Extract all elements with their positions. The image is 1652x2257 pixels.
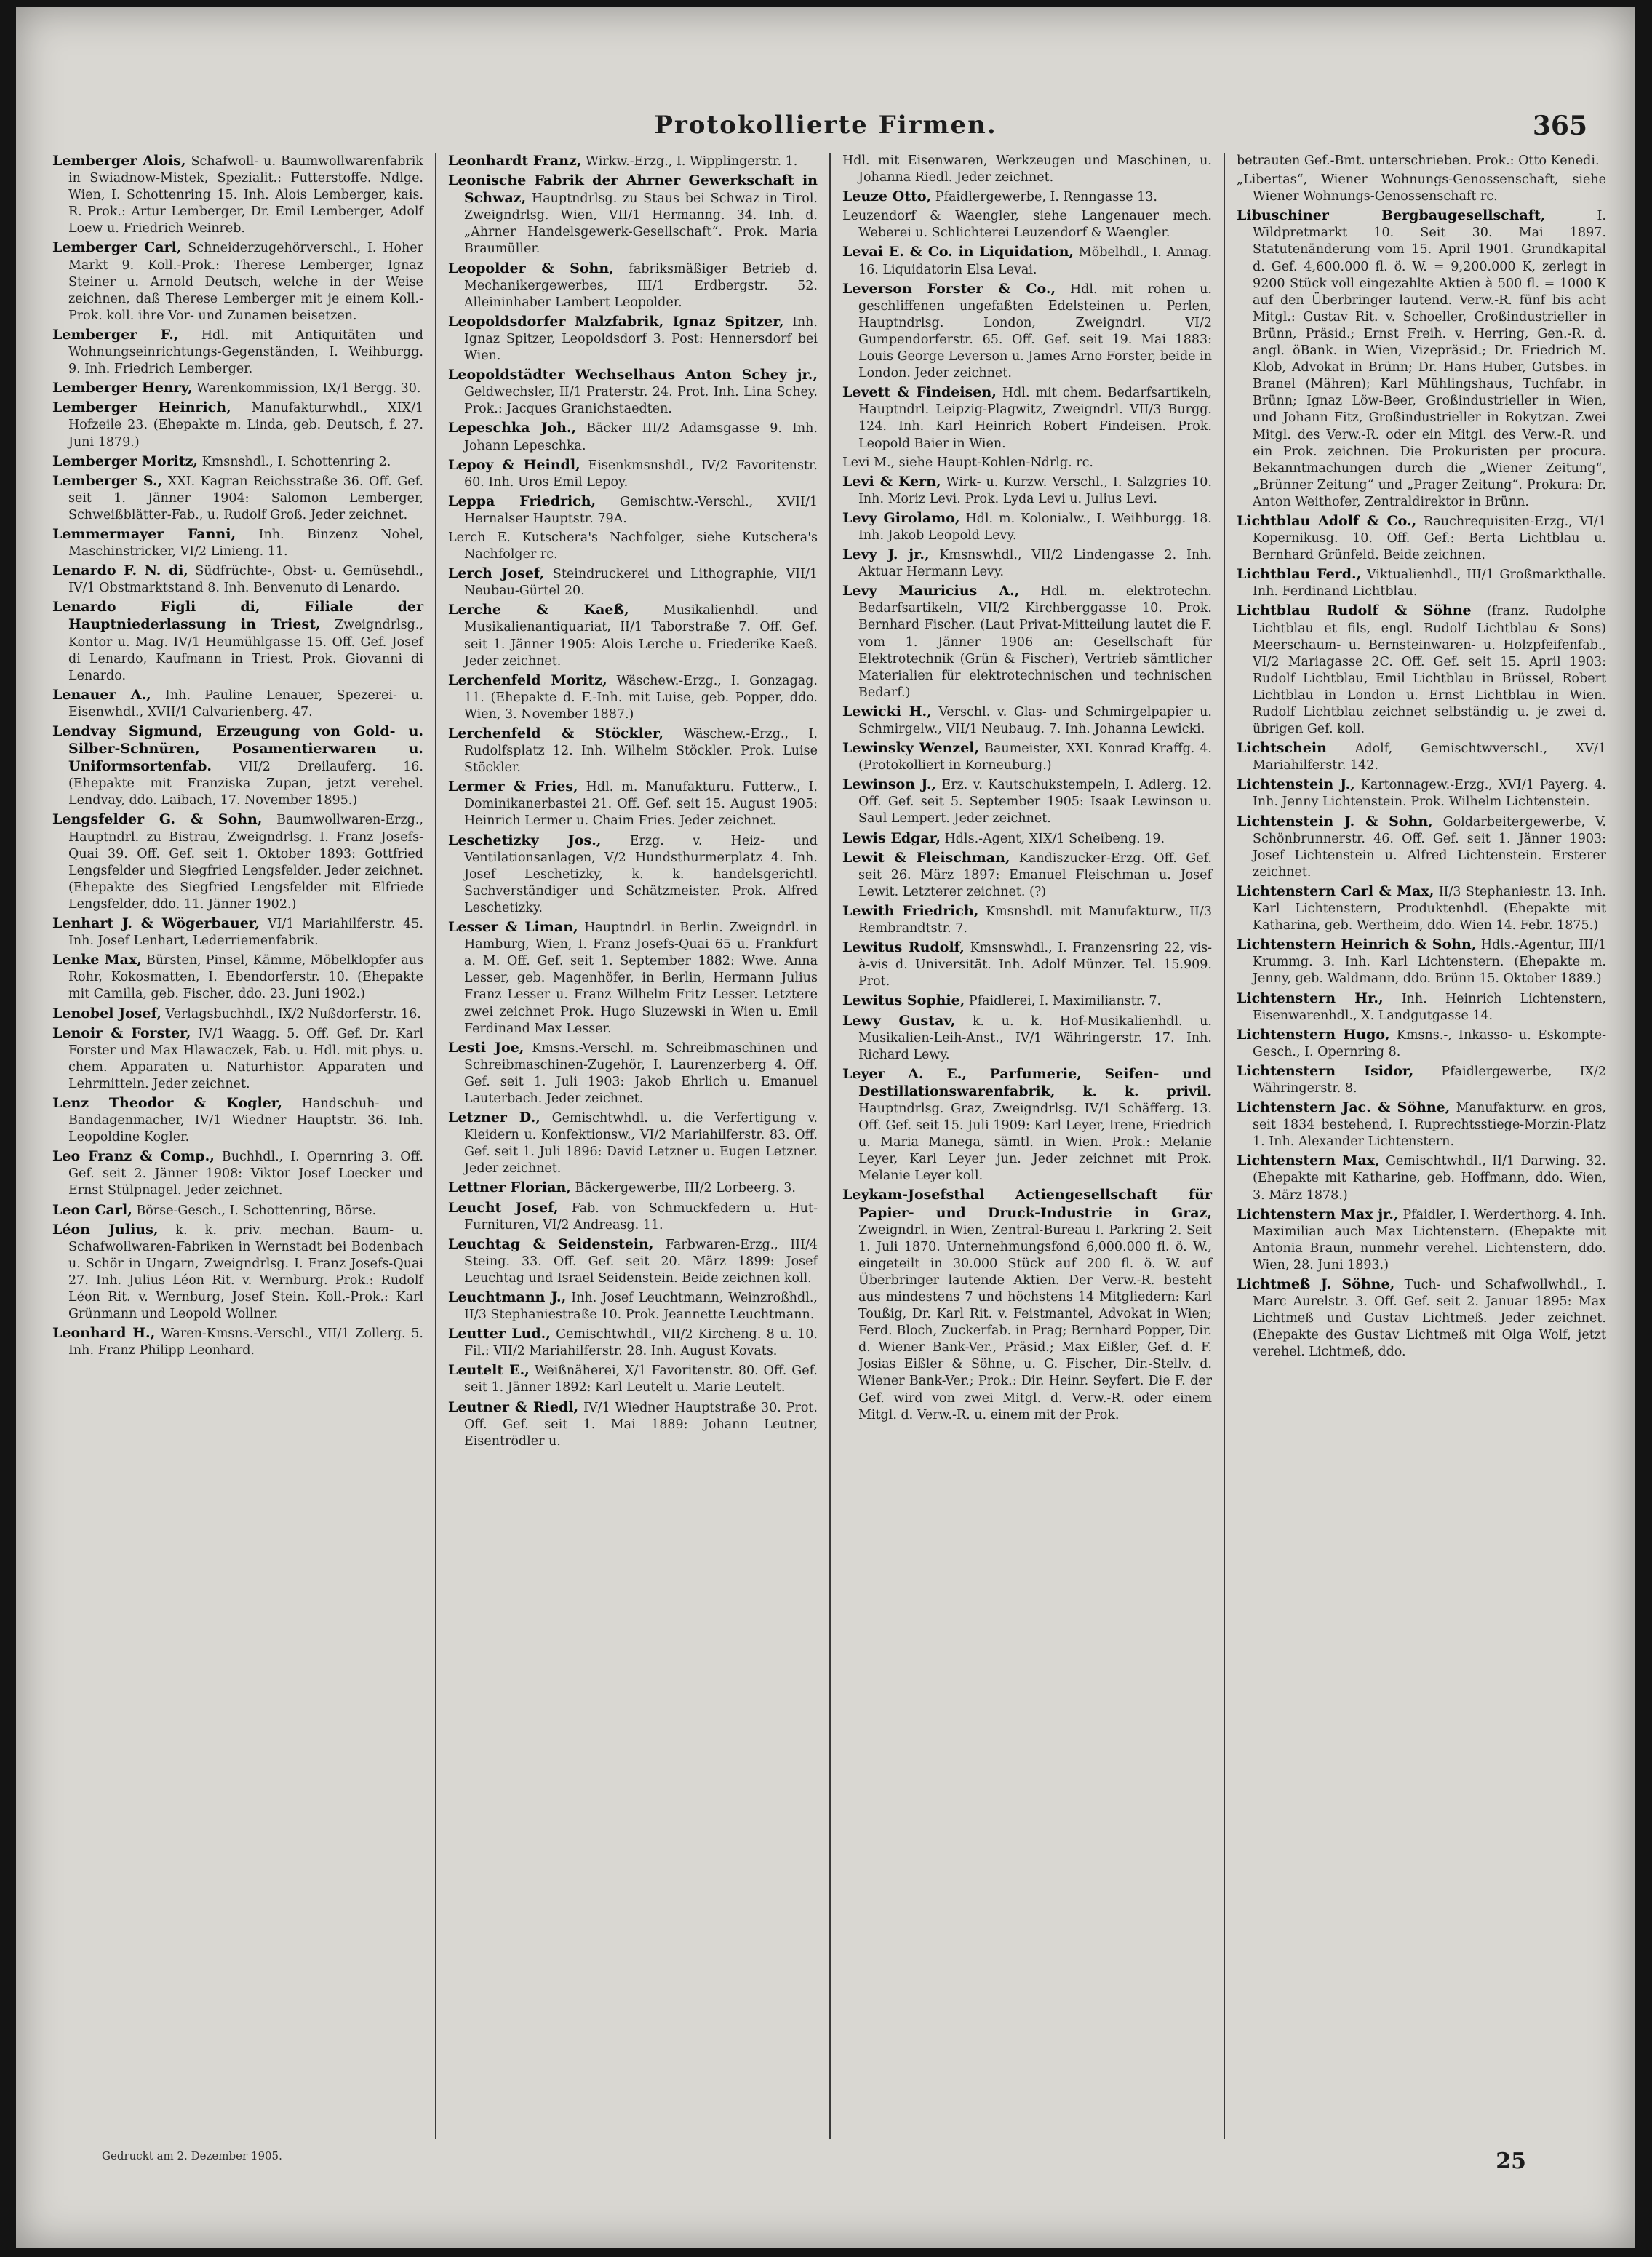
- firm-name: Leykam-Josefsthal Actiengesellschaft für Papier- und Druck-Industrie in Graz,: [842, 1187, 1212, 1221]
- directory-entry: [52, 811, 423, 913]
- firm-name: Lichtenstern Isidor,: [1237, 1062, 1414, 1079]
- directory-entry: [52, 526, 423, 560]
- entry-details: Lerch E. Kutschera's Nachfolger, siehe Kutschera's Nachfolger rc.: [448, 530, 818, 562]
- entry-details: Eisenkmsnshdl., IV/2 Favoritenstr. 60. Inh. Uros Emil Lepoy.: [464, 458, 818, 490]
- entry-details: Verschl. v. Glas- und Schmirgelpapier u. Schmirgelw., VII/1 Neubaug. 7. Inh. Johanna Lewicki.: [858, 704, 1212, 736]
- directory-entry: [1237, 566, 1606, 600]
- directory-entry: [448, 1236, 818, 1287]
- firm-name: Lemberger Moritz,: [52, 453, 199, 469]
- directory-entry: [842, 188, 1212, 206]
- entry-details: Hdls.-Agent, XIX/1 Scheibeng. 19.: [944, 831, 1165, 846]
- directory-entry: [842, 546, 1212, 581]
- entry-details: „Libertas“, Wiener Wohnungs-Genossenschaft, siehe Wiener Wohnungs-Genossenschaft rc.: [1237, 172, 1606, 204]
- directory-entry: [52, 473, 423, 524]
- entry-details: Buchhdl., I. Opernring 3. Off. Gef. seit 2. Jänner 1908: Viktor Josef Loecker und Ernst Stülpnagel. Jeder zeichnet.: [68, 1150, 423, 1198]
- firm-name: Lichtenstern Jac. & Söhne,: [1237, 1099, 1451, 1116]
- entry-details: Adolf, Gemischtwverschl., XV/1 Mariahilferstr. 142.: [1253, 741, 1606, 773]
- directory-entry: [52, 453, 423, 471]
- entry-details: Hauptndrl. in Berlin. Zweigndrl. in Hamburg, Wien, I. Franz Josefs-Quai 65 u. Frankfurt a. M. Off. Gef. seit 1. September 1882: Wwe. Anna Lesser, geb. Magenhöfer, in Berlin, Hermann Julius Franz Lesser u. Franz Wilhelm Fritz Lesser. Letztere zwei zeichnet Prok. Hugo Sluzewski in Wien u. Emil Ferdinand Max Lesser.: [464, 920, 818, 1036]
- firm-name: Lemberger Henry,: [52, 380, 193, 397]
- entry-details: II/3 Stephaniestr. 13. Inh. Karl Lichtenstern, Produktenhdl. (Ehepakte mit Katharina, geb. Wertheim, ddo. Wien 14. Febr. 1875.): [1253, 884, 1606, 934]
- directory-entry: [1237, 1099, 1606, 1150]
- entry-details: fabriksmäßiger Betrieb d. Mechanikergewerbes, III/1 Erdbergstr. 52. Alleininhaber Lambert Leopolder.: [464, 261, 818, 310]
- entry-details: Goldarbeitergewerbe, V. Schönbrunnerstr. 46. Off. Gef. seit 1. Jänner 1903: Josef Lichtenstein u. Alfred Lichtenstein. Ersterer zeichnet.: [1253, 814, 1606, 880]
- entry-details: Gemischtwhdl. u. die Verfertigung v. Kleidern u. Konfektionsw., VI/2 Mariahilferstr. 83. Off. Gef. seit 1. Juli 1896: David Letzner u. Eugen Letzner. Jeder zeichnet.: [464, 1111, 818, 1177]
- directory-entry: [842, 704, 1212, 738]
- column-1: [41, 153, 435, 2139]
- firm-name: Lichtenstein J. & Sohn,: [1237, 813, 1433, 829]
- directory-entry: [448, 1362, 818, 1396]
- firm-name: Leuchtmann J.,: [448, 1289, 567, 1305]
- entry-details: Manufakturw. en gros, seit 1834 bestehend, I. Ruprechtsstiege-Morzin-Platz 1. Inh. Alexander Lichtenstern.: [1253, 1101, 1606, 1150]
- entry-details: Zweigndrl. in Wien, Zentral-Bureau I. Parkring 2. Seit 1. Juli 1870. Unternehmungsfond 6,000.000 fl. ö. W., eingeteilt in 30.000 Stück auf 200 fl. ö. W. auf Überbringer lautende Aktien. Der Verw.-R. besteht aus mindestens 7 und höchstens 14 Mitgliedern: Karl Toußig, Dr. Karl Rit. v. Feistmantel, Advokat in Wien; Ferd. Bloch, Zuckerfab. in Prag; Bernhard Popper, Dir. d. Wiener Bank-Ver., Präsid.; Max Eißler, Gef. d. F. Josias Eißler & Söhne, u. G. Fischer, Dir.-Stellv. d. Wiener Bank-Ver.; Prok.: Dir. Heinr. Seyfert. Die F. der Gef. wird von zwei Mitgl. d. Verw.-R. oder einem Mitgl. d. Verw.-R. u. einem mit der Prok.: [858, 1222, 1212, 1422]
- firm-name: Lerchenfeld Moritz,: [448, 672, 607, 688]
- firm-name: Leopoldsdorfer Malzfabrik, Ignaz Spitzer,: [448, 313, 784, 330]
- entry-details: Handschuh- und Bandagenmacher, IV/1 Wiedner Hauptstr. 36. Inh. Leopoldine Kogler.: [68, 1096, 423, 1145]
- directory-entry: [842, 776, 1212, 827]
- directory-entry: [52, 1325, 423, 1359]
- firm-name: Lichtblau Ferd.,: [1237, 566, 1362, 583]
- entry-details: Gemischtwhdl., VII/2 Kircheng. 8 u. 10. Fil.: VII/2 Mariahilferstr. 28. Inh. August Kovats.: [464, 1327, 818, 1359]
- entry-details: Gemischtw.-Verschl., XVII/1 Hernalser Hauptstr. 79A.: [464, 494, 818, 526]
- firm-name: Lerchenfeld & Stöckler,: [448, 725, 664, 741]
- firm-name: Leucht Josef,: [448, 1199, 559, 1216]
- directory-entry: [842, 1187, 1212, 1423]
- entry-details: Warenkommission, IX/1 Bergg. 30.: [196, 381, 421, 397]
- firm-name: Lenardo Figli di, Filiale der Hauptniederlassung in Triest,: [52, 599, 423, 633]
- sheet-signature: 25: [1496, 2149, 1526, 2174]
- firm-name: Lichtenstern Max,: [1237, 1153, 1380, 1169]
- entry-details: VI/1 Mariahilferstr. 45. Inh. Josef Lenhart, Lederriemenfabrik.: [68, 917, 423, 949]
- firm-name: Lenhart J. & Wögerbauer,: [52, 915, 260, 932]
- entry-details: Musikalienhdl. und Musikalienantiquariat, II/1 Taborstraße 7. Off. Gef. seit 1. Jänner 1905: Alois Lerche u. Friederike Kaeß. Jeder zeichnet.: [464, 603, 818, 669]
- directory-entry: [842, 830, 1212, 848]
- directory-entry: [842, 244, 1212, 278]
- entry-details: Hauptndrlsg. Graz, Zweigndrlsg. IV/1 Schäfferg. 13. Off. Gef. seit 15. Juli 1909: Karl Leyer, Irene, Friedrich u. Maria Manega, sämtl. in Wien. Prok.: Melanie Leyer, Karl Leyer jun. Jeder zeichnet mit Prok. Melanie Leyer koll.: [858, 1101, 1212, 1184]
- entry-details: Inh. Pauline Lenauer, Spezerei- u. Eisenwhdl., XVII/1 Calvarienberg. 47.: [68, 688, 423, 720]
- directory-entry: [448, 420, 818, 454]
- directory-columns: [41, 153, 1618, 2139]
- directory-entry: [1237, 1063, 1606, 1097]
- directory-entry: [1237, 207, 1606, 511]
- firm-name: Lenz Theodor & Kogler,: [52, 1094, 282, 1111]
- entry-details: Inh. Josef Leuchtmann, Weinzroßhdl., II/3 Stephaniestraße 10. Prok. Jeannette Leuchtmann.: [464, 1291, 818, 1323]
- directory-entry: [52, 1202, 423, 1219]
- firm-name: Lichtenstern Carl & Max,: [1237, 883, 1434, 899]
- entry-details: Wäschew.-Erzg., I. Rudolfsplatz 12. Inh. Wilhelm Stöckler. Prok. Luise Stöckler.: [464, 727, 818, 776]
- directory-entry: [842, 850, 1212, 901]
- firm-name: Leutelt E.,: [448, 1362, 530, 1379]
- directory-entry: [1237, 990, 1606, 1024]
- directory-entry: [448, 602, 818, 669]
- entry-details: Gemischtwhdl., II/1 Darwing. 32. (Ehepakte mit Katharine, geb. Hoffmann, ddo. Wien, 3. März 1878.): [1253, 1154, 1606, 1203]
- directory-entry: [52, 1222, 423, 1323]
- directory-entry: [52, 380, 423, 397]
- directory-entry: [448, 1040, 818, 1107]
- entry-details: Pfaidlergewerbe, I. Renngasse 13.: [935, 190, 1157, 205]
- directory-entry: [448, 493, 818, 528]
- entry-details: Wirk- u. Kurzw. Verschl., I. Salzgries 10. Inh. Moriz Levi. Prok. Lyda Levi u. Julius Levi.: [858, 474, 1212, 506]
- entry-details: Kandiszucker-Erzg. Off. Gef. seit 26. März 1897: Emanuel Fleischman u. Josef Lewit. Letzterer zeichnet. (?): [858, 851, 1212, 899]
- entry-details: Kmsnswhdl., VII/2 Lindengasse 2. Inh. Aktuar Hermann Levy.: [858, 548, 1212, 580]
- entry-details: Baumwollwaren-Erzg., Hauptndrl. zu Bistrau, Zweigndrlsg. I. Franz Josefs-Quai 39. Off. Gef. seit 1. Oktober 1893: Gottfried Lengsfelder und Siegfried Lengsfelder. Jeder zeichnet. (Ehepakte des Siegfried Lengsfelder mit Elfriede Lengsfelder, ddo. 11. Jänner 1902.): [68, 813, 423, 912]
- firm-name: Levi & Kern,: [842, 473, 941, 490]
- firm-name: Lermer & Fries,: [448, 779, 578, 795]
- directory-entry: [842, 208, 1212, 242]
- directory-entry: [448, 457, 818, 491]
- directory-entry: [1237, 1276, 1606, 1361]
- firm-name: Lenardo F. N. di,: [52, 562, 188, 579]
- directory-entry: [448, 1326, 818, 1360]
- entry-details: Wäschew.-Erzg., I. Gonzagag. 11. (Ehepakte d. F.-Inh. mit Luise, geb. Popper, ddo. Wien, 3. November 1887.): [464, 673, 818, 722]
- directory-entry: [1237, 1027, 1606, 1061]
- firm-name: Lewinsky Wenzel,: [842, 740, 980, 757]
- firm-name: Lewinson J.,: [842, 776, 937, 793]
- firm-name: Leuze Otto,: [842, 188, 932, 205]
- directory-entry: [1237, 1206, 1606, 1274]
- firm-name: Lichtenstern Max jr.,: [1237, 1206, 1399, 1222]
- directory-entry: [1237, 883, 1606, 934]
- entry-details: Hdl. m. Kolonialw., I. Weihburgg. 18. Inh. Jakob Leopold Levy.: [858, 511, 1212, 543]
- firm-name: Lichtblau Adolf & Co.,: [1237, 512, 1417, 529]
- entry-details: Baumeister, XXI. Konrad Kraffg. 4. (Protokolliert in Korneuburg.): [858, 741, 1212, 773]
- entry-details: VII/2 Dreilauferg. 16. (Ehepakte mit Franziska Zupan, jetzt verehel. Lendvay, ddo. Laibach, 17. November 1895.): [68, 760, 423, 808]
- entry-details: Börse-Gesch., I. Schottenring, Börse.: [136, 1203, 377, 1218]
- column-2: [435, 153, 829, 2139]
- firm-name: Lemberger Carl,: [52, 239, 182, 256]
- directory-entry: [842, 455, 1212, 471]
- firm-name: Lerche & Kaeß,: [448, 602, 629, 618]
- directory-entry: [52, 562, 423, 597]
- entry-details: Pfaidlerei, I. Maximilianstr. 7.: [968, 994, 1162, 1009]
- directory-entry: [52, 239, 423, 324]
- firm-name: Leonhard H.,: [52, 1325, 156, 1342]
- entry-details: Rauchrequisiten-Erzg., VI/1 Kopernikusg. 10. Off. Gef.: Berta Lichtblau u. Bernhard Grünfeld. Beide zeichnen.: [1253, 514, 1606, 563]
- firm-name: Lichtenstern Hr.,: [1237, 990, 1384, 1006]
- directory-entry: [448, 260, 818, 311]
- entry-details: Bürsten, Pinsel, Kämme, Möbelklopfer aus Rohr, Kokosmatten, I. Ebendorferstr. 10. (Ehepakte mit Camilla, geb. Fischer, ddo. 23. Juni 1902.): [68, 953, 423, 1002]
- firm-name: Leutter Lud.,: [448, 1326, 551, 1342]
- entry-details: Schneiderzugehörverschl., I. Hoher Markt 9. Koll.-Prok.: Therese Lemberger, Ignaz Steiner u. Arnold Deutsch, welche in der Weise zeichnen, daß Therese Lemberger mit je einem Koll.-Prok. koll. ihre Vor- und Zunamen beisetzen.: [68, 241, 423, 323]
- firm-name: Lepoy & Heindl,: [448, 456, 580, 473]
- directory-entry: [842, 939, 1212, 990]
- print-date-note: Gedruckt am 2. Dezember 1905.: [102, 2149, 282, 2162]
- firm-name: Lichtblau Rudolf & Söhne: [1237, 602, 1472, 619]
- entry-details: Kmsns.-, Inkasso- u. Eskompte-Gesch., I. Opernring 8.: [1253, 1027, 1606, 1059]
- directory-entry: [448, 153, 818, 170]
- firm-name: Leschetizky Jos.,: [448, 832, 602, 848]
- directory-entry: [52, 1148, 423, 1199]
- directory-entry: [448, 672, 818, 723]
- directory-entry: [448, 530, 818, 563]
- directory-entry: [448, 314, 818, 365]
- entry-details: Hdl. mit rohen u. geschliffenen ungefaßten Edelsteinen u. Perlen, Hauptndrlsg. London, Zweigndrl. VI/2 Gumpendorferstr. 65. Off. Gef. seit 19. Mai 1883: Louis George Leverson u. James Arno Forster, beide in London. Jeder zeichnet.: [858, 282, 1212, 381]
- entry-details: Kmsns.-Verschl. m. Schreibmaschinen und Schreibmaschinen-Zugehör, I. Laurenzerberg 4. Off. Gef. seit 1. Juli 1903: Jakob Ehrlich u. Emanuel Lauterbach. Jeder zeichnet.: [464, 1040, 818, 1106]
- page-number: 365: [1532, 111, 1587, 141]
- entry-details: Waren-Kmsns.-Verschl., VII/1 Zollerg. 5. Inh. Franz Philipp Leonhard.: [68, 1326, 423, 1358]
- firm-name: Leppa Friedrich,: [448, 493, 596, 509]
- directory-entry: [1237, 740, 1606, 774]
- firm-name: Leonhardt Franz,: [448, 153, 582, 169]
- directory-entry: [448, 1200, 818, 1234]
- directory-entry: [52, 327, 423, 378]
- directory-entry: [52, 915, 423, 950]
- entry-details: Bäcker III/2 Adamsgasse 9. Inh. Johann Lepeschka.: [464, 421, 818, 453]
- directory-entry: [52, 399, 423, 450]
- entry-details: Pfaidler, I. Werderthorg. 4. Inh. Maximilian auch Max Lichtenstern. (Ehepakte mit Antonia Braun, nunmehr verehel. Lichtenstern, ddo. Wien, 28. Juni 1893.): [1253, 1207, 1606, 1273]
- entry-details: Hauptndrlsg. zu Staus bei Schwaz in Tirol. Zweigndrlsg. Wien, VII/1 Hermanng. 34. Inh. d. „Ahrner Handelsgewerk-Gesellschaft“. Prok. Maria Braumüller.: [464, 191, 818, 257]
- firm-name: Letzner D.,: [448, 1110, 540, 1126]
- directory-entry: [52, 952, 423, 1003]
- firm-name: Lewitus Rudolf,: [842, 939, 965, 956]
- directory-entry: [52, 599, 423, 684]
- firm-name: Lemberger F.,: [52, 326, 179, 343]
- firm-name: Lenoir & Forster,: [52, 1024, 191, 1041]
- firm-name: Lichtenstern Heinrich & Sohn,: [1237, 936, 1477, 953]
- directory-entry: [52, 687, 423, 721]
- directory-entry: [448, 725, 818, 776]
- firm-name: Lenke Max,: [52, 952, 142, 968]
- entry-details: Hdls.-Agentur, III/1 Krummg. 3. Inh. Karl Lichtenstern. (Ehepakte m. Jenny, geb. Waldmann, ddo. Brünn 15. Oktober 1889.): [1253, 938, 1607, 987]
- entry-details: Schafwoll- u. Baumwollwarenfabrik in Swiadnow-Mistek, Spezialit.: Futterstoffe. Ndlge. Wien, I. Schottenring 15. Inh. Alois Lemberger, kais. R. Prok.: Artur Lemberger, Dr. Emil Lemberger, Adolf Loew u. Friedrich Weinreb.: [68, 154, 423, 236]
- entry-details: Manufakturwhdl., XIX/1 Hofzeile 23. (Ehepakte m. Linda, geb. Deutsch, f. 27. Juni 1879.): [68, 401, 423, 450]
- directory-entry: [448, 919, 818, 1038]
- firm-name: Lichtenstein J.,: [1237, 776, 1355, 793]
- directory-entry: [448, 1179, 818, 1197]
- directory-entry: [842, 740, 1212, 774]
- entry-details: Leuzendorf & Waengler, siehe Langenauer mech. Weberei u. Schlichterei Leuzendorf & Waengler.: [842, 209, 1212, 241]
- directory-entry: [842, 510, 1212, 544]
- entry-details: (franz. Rudolphe Lichtblau et fils, engl. Rudolf Lichtblau & Sons) Meerschaum- u. Bernsteinwaren- u. Holzpfeifenfab., VI/2 Mariagasse 2C. Off. Gef. seit 15. April 1903: Rudolf Lichtblau, Emil Lichtblau in Brüssel, Robert Lichtblau in London u. Ernst Lichtblau in Wien. Rudolf Lichtblau zeichnet selbständig u. je zwei d. übrigen Gef. koll.: [1253, 604, 1606, 737]
- entry-details: Südfrüchte-, Obst- u. Gemüsehdl., IV/1 Obstmarktstand 8. Inh. Benvenuto di Lenardo.: [68, 564, 423, 596]
- entry-details: Kmsnshdl., I. Schottenring 2.: [201, 454, 391, 469]
- entry-details: Zweigndrlsg., Kontor u. Mag. IV/1 Heumühlgasse 15. Off. Gef. Josef di Lenardo, Kaufmann in Triest. Prok. Giovanni di Lenardo.: [68, 618, 423, 683]
- firm-name: Lendvay Sigmund, Erzeugung von Gold- u. Silber-Schnüren, Posamentierwaren u. Uniformsortenfab.: [52, 723, 423, 775]
- entry-details: Weißnäherei, X/1 Favoritenstr. 80. Off. Gef. seit 1. Jänner 1892: Karl Leutelt u. Marie Leutelt.: [464, 1364, 818, 1396]
- firm-name: Lichtenstern Hugo,: [1237, 1026, 1390, 1043]
- entry-details: Pfaidlergewerbe, IX/2 Währingerstr. 8.: [1253, 1064, 1606, 1096]
- directory-entry: [842, 153, 1212, 186]
- firm-name: Lemberger Heinrich,: [52, 399, 231, 416]
- directory-entry: [448, 1399, 818, 1450]
- directory-entry: [448, 1289, 818, 1323]
- firm-name: Leopoldstädter Wechselhaus Anton Schey jr.,: [448, 367, 818, 383]
- firm-name: Lemberger Alois,: [52, 153, 186, 169]
- firm-name: Lewicki H.,: [842, 703, 932, 720]
- directory-entry: [1237, 776, 1606, 811]
- entry-details: Kmsnshdl. mit Manufakturw., II/3 Rembrandtstr. 7.: [858, 904, 1212, 936]
- entry-details: Wirkw.-Erzg., I. Wipplingerstr. 1.: [586, 154, 798, 169]
- directory-entry: [448, 367, 818, 418]
- directory-entry: [52, 1006, 423, 1023]
- firm-name: Léon Julius,: [52, 1221, 159, 1238]
- firm-name: Leopolder & Sohn,: [448, 260, 614, 276]
- entry-details: Inh. Binzenz Nohel, Maschinstricker, VI/2 Linieng. 11.: [68, 527, 423, 560]
- directory-entry: [448, 1110, 818, 1177]
- page-title: Protokollierte Firmen.: [654, 111, 997, 140]
- entry-details: Bäckergewerbe, III/2 Lorbeerg. 3.: [575, 1181, 796, 1196]
- directory-entry: [842, 1013, 1212, 1064]
- entry-details: Möbelhdl., I. Annag. 16. Liquidatorin Elsa Levai.: [858, 245, 1212, 277]
- directory-entry: [1237, 153, 1606, 170]
- entry-details: Steindruckerei und Lithographie, VII/1 Neubau-Gürtel 20.: [464, 567, 818, 599]
- column-3: [829, 153, 1224, 2139]
- directory-entry: [448, 832, 818, 917]
- firm-name: Lesti Joe,: [448, 1039, 524, 1056]
- firm-name: Lewith Friedrich,: [842, 902, 979, 919]
- directory-entry: [1237, 602, 1606, 738]
- entry-details: Kmsnswhdl., I. Franzensring 22, vis-à-vis d. Universität. Inh. Adolf Münzer. Tel. 15.909. Prot.: [858, 941, 1212, 990]
- firm-name: Lemberger S.,: [52, 472, 163, 489]
- entry-details: Hdl. mit chem. Bedarfsartikeln, Hauptndrl. Leipzig-Plagwitz, Zweigndrl. VII/3 Burgg. 124. Inh. Karl Heinrich Robert Findeisen. Prok. Leopold Baier in Wien.: [858, 386, 1212, 451]
- entry-details: Tuch- und Schafwollwhdl., I. Marc Aurelstr. 3. Off. Gef. seit 2. Januar 1895: Max Lichtmeß und Gustav Lichtmeß. Jeder zeichnet. (Ehepakte des Gustav Lichtmeß mit Olga Wolf, jetzt verehel. Lichtmeß, ddo.: [1253, 1278, 1606, 1360]
- directory-entry: [1237, 172, 1606, 205]
- directory-entry: [52, 1095, 423, 1146]
- firm-name: Leutner & Riedl,: [448, 1398, 579, 1415]
- firm-name: Lichtschein: [1237, 740, 1327, 757]
- entry-details: betrauten Gef.-Bmt. unterschrieben. Prok.: Otto Kenedi.: [1237, 154, 1600, 168]
- entry-details: IV/1 Waagg. 5. Off. Gef. Dr. Karl Forster und Max Hlawaczek, Fab. u. Hdl. mit phys. u. chem. Apparaten u. Naturhistor. Apparaten und Lehrmitteln. Jeder zeichnet.: [68, 1026, 423, 1091]
- firm-name: Levai E. & Co. in Liquidation,: [842, 244, 1074, 260]
- firm-name: Leon Carl,: [52, 1201, 132, 1218]
- firm-name: Levy Girolamo,: [842, 509, 960, 526]
- entry-details: k. u. k. Hof-Musikalienhdl. u. Musikalien-Leih-Anst., IV/1 Währingerstr. 17. Inh. Richard Lewy.: [858, 1014, 1212, 1062]
- firm-name: Lewis Edgar,: [842, 829, 941, 846]
- entry-details: Viktualienhdl., III/1 Großmarkthalle. Inh. Ferdinand Lichtblau.: [1253, 568, 1606, 600]
- firm-name: Lemmermayer Fanni,: [52, 525, 236, 542]
- directory-entry: [842, 474, 1212, 508]
- directory-entry: [1237, 1153, 1606, 1203]
- entry-details: Farbwaren-Erzg., III/4 Steing. 33. Off. Gef. seit 20. März 1899: Josef Leuchtag und Israel Seidenstein. Beide zeichnen koll.: [464, 1237, 818, 1286]
- entry-details: Inh. Heinrich Lichtenstern, Eisenwarenhdl., X. Landgutgasse 14.: [1253, 991, 1606, 1023]
- entry-details: Hdl. mit Antiquitäten und Wohnungseinrichtungs-Gegenständen, I. Weihburgg. 9. Inh. Friedrich Lemberger.: [68, 327, 423, 377]
- entry-details: Hdl. mit Eisenwaren, Werkzeugen und Maschinen, u. Johanna Riedl. Jeder zeichnet.: [842, 154, 1212, 186]
- firm-name: Levy Mauricius A.,: [842, 583, 1020, 600]
- directory-entry: [448, 779, 818, 829]
- directory-entry: [448, 565, 818, 600]
- directory-entry: [448, 172, 818, 258]
- directory-entry: [1237, 813, 1606, 881]
- firm-name: Lenauer A.,: [52, 686, 151, 703]
- firm-name: Leuchtag & Seidenstein,: [448, 1235, 654, 1252]
- firm-name: Lesser & Liman,: [448, 919, 578, 936]
- entry-details: Levi M., siehe Haupt-Kohlen-Ndrlg. rc.: [842, 455, 1093, 470]
- firm-name: Lewy Gustav,: [842, 1012, 956, 1029]
- directory-entry: [52, 153, 423, 237]
- directory-entry: [842, 281, 1212, 383]
- entry-details: k. k. priv. mechan. Baum- u. Schafwollwaren-Fabriken in Wernstadt bei Bodenbach u. Schör in Ungarn, Zweigndrlsg. I. Franz Josefs-Quai 27. Inh. Julius Léon Rit. v. Wernburg. Prok.: Rudolf Léon Rit. v. Wernburg, Josef Stein. Koll.-Prok.: Karl Grünmann und Leopold Wollner.: [68, 1222, 423, 1322]
- firm-name: Lenobel Josef,: [52, 1005, 161, 1022]
- entry-details: IV/1 Wiedner Hauptstraße 30. Prot. Off. Gef. seit 1. Mai 1889: Johann Leutner, Eisentrödler u.: [464, 1400, 818, 1449]
- firm-name: Lewitus Sophie,: [842, 992, 965, 1009]
- entry-details: Inh. Ignaz Spitzer, Leopoldsdorf 3. Post: Hennersdorf bei Wien.: [464, 314, 818, 364]
- firm-name: Lichtmeß J. Söhne,: [1237, 1276, 1395, 1292]
- firm-name: Lewit & Fleischman,: [842, 849, 1010, 866]
- directory-entry: [52, 723, 423, 809]
- entry-details: Fab. von Schmuckfedern u. Hut-Furnituren, VI/2 Andreasg. 11.: [464, 1201, 818, 1233]
- directory-entry: [842, 903, 1212, 937]
- directory-entry: [842, 384, 1212, 452]
- entry-details: I. Wildpretmarkt 10. Seit 30. Mai 1897. Statutenänderung vom 15. April 1901. Grundkapital d. Gef. 4,600.000 fl. ö. W. = 9,200.000 K, zerlegt in 9200 Stück voll eingezahlte Aktien à 500 fl. = 1000 K auf den Überbringer lautend. Verw.-R. fünf bis acht Mitgl.: Gustav Rit. v. Schoeller, Großindustrieller in Brünn, Präsid.; Ernst Freih. v. Herring, Gen.-R. d. angl. öBank. in Wien, Vizepräsid.; Dr. Friedrich M. Klob, Advokat in Brünn; Dr. Hans Huber, Gutsbes. in Branel (Mähren); Karl Mühlingshaus, Tuchfabr. in Brünn; Ignaz Löw-Beer, Großindustrieller in Wien, und Johann Fitz, Großindustrieller in Rokytzan. Zwei Mitgl. des Verw.-R. oder ein Mitgl. des Verw.-R. und ein Prok. zeichnen. Die Prokuristen per procura. Bekanntmachungen durch die „Wiener Zeitung“, „Brünner Zeitung“ und „Prager Zeitung“. Prokura: Dr. Anton Weithofer, Zentraldirektor in Brünn.: [1253, 209, 1606, 509]
- entry-details: XXI. Kagran Reichsstraße 36. Off. Gef. seit 1. Jänner 1904: Salomon Lemberger, Schweißblätter-Fab., u. Rudolf Groß. Jeder zeichnet.: [68, 474, 423, 522]
- entry-details: Kartonnagew.-Erzg., XVI/1 Payerg. 4. Inh. Jenny Lichtenstein. Prok. Wilhelm Lichtenstein.: [1253, 778, 1606, 810]
- directory-entry: [1237, 513, 1606, 564]
- firm-name: Leonische Fabrik der Ahrner Gewerkschaft in Schwaz,: [448, 172, 818, 207]
- directory-entry: [52, 1025, 423, 1093]
- entry-details: Hdl. m. Manufakturu. Futterw., I. Dominikanerbastei 21. Off. Gef. seit 15. August 1905: Heinrich Lermer u. Chaim Fries. Jeder zeichnet.: [464, 780, 818, 829]
- entry-details: Erz. v. Kautschukstempeln, I. Adlerg. 12. Off. Gef. seit 5. September 1905: Isaak Lewinson u. Saul Lempert. Jeder zeichnet.: [858, 778, 1212, 827]
- entry-details: Erzg. v. Heiz- und Ventilationsanlagen, V/2 Hundsthurmerplatz 4. Inh. Josef Leschetizky, k. k. handelsgerichtl. Sachverständiger und Schätzmeister. Prok. Alfred Leschetizky.: [464, 833, 818, 915]
- firm-name: Lettner Florian,: [448, 1179, 571, 1196]
- directory-entry: [842, 992, 1212, 1010]
- firm-name: Libuschiner Bergbaugesellschaft,: [1237, 207, 1546, 224]
- entry-details: Geldwechsler, II/1 Praterstr. 24. Prot. Inh. Lina Schey. Prok.: Jacques Granichstaedten.: [464, 385, 818, 417]
- firm-name: Levett & Findeisen,: [842, 384, 997, 401]
- firm-name: Leo Franz & Comp.,: [52, 1148, 215, 1165]
- column-4: [1224, 153, 1618, 2139]
- firm-name: Lerch Josef,: [448, 565, 545, 582]
- firm-name: Lepeschka Joh.,: [448, 420, 577, 437]
- firm-name: Leverson Forster & Co.,: [842, 280, 1056, 297]
- directory-entry: [842, 583, 1212, 701]
- document-page: [16, 7, 1635, 2248]
- firm-name: Levy J. jr.,: [842, 546, 930, 563]
- directory-entry: [1237, 936, 1606, 987]
- firm-name: Leyer A. E., Parfumerie, Seifen- und Destillationswarenfabrik, k. k. privil.: [842, 1065, 1212, 1099]
- entry-details: Verlagsbuchhdl., IX/2 Nußdorferstr. 16.: [165, 1006, 421, 1022]
- directory-entry: [842, 1066, 1212, 1185]
- entry-details: Hdl. m. elektrotechn. Bedarfsartikeln, VII/2 Kirchberggasse 10. Prok. Bernhard Fischer. (Laut Privat-Mitteilung lautet die F. vom 1. Jänner 1906 an: Gesellschaft für Elektrotechnik (Grün & Fischer), Vertrieb sämtlicher Materialien für elektrotechnischen und technischen Bedarf.): [858, 584, 1212, 700]
- firm-name: Lengsfelder G. & Sohn,: [52, 811, 263, 828]
